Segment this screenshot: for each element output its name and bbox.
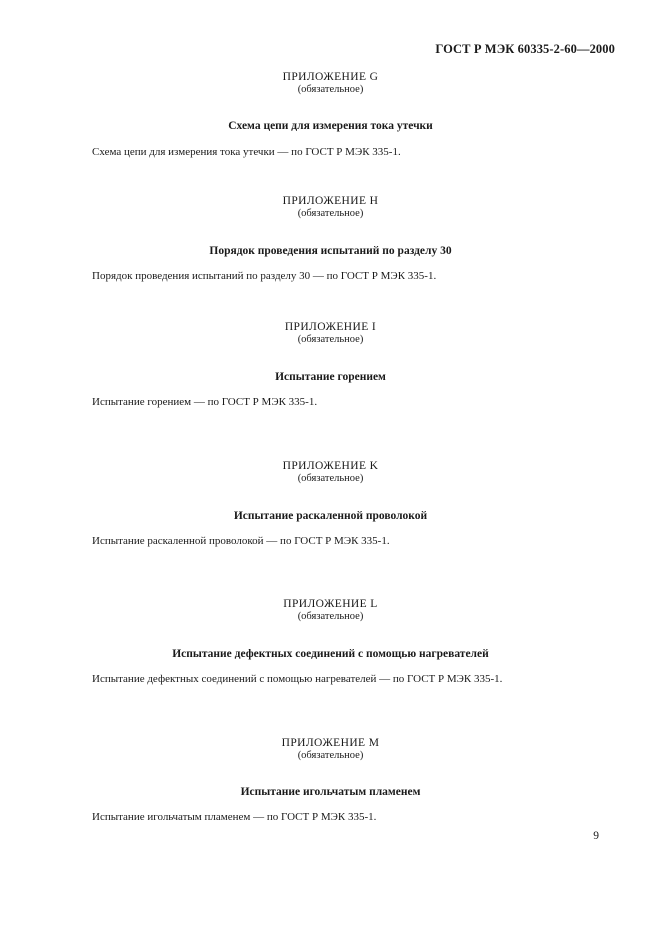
annex-l-heading: Испытание дефектных соединений с помощью нагревателей [172, 648, 489, 660]
standard-code: ГОСТ Р МЭК 60335-2-60—2000 [435, 42, 615, 56]
annex-i-status: (обязательное) [297, 334, 364, 345]
annex-h-heading: Порядок проведения испытаний по разделу 30 [209, 245, 452, 257]
annex-l-title: ПРИЛОЖЕНИЕ L [283, 598, 378, 610]
annex-k-heading: Испытание раскаленной проволокой [233, 510, 428, 522]
annex-h-title: ПРИЛОЖЕНИЕ H [282, 195, 379, 207]
annex-g-text: Схема цепи для измерения тока утечки — по ГОСТ Р МЭК 335-1. [92, 146, 401, 158]
annex-l-text: Испытание дефектных соединений с помощью нагревателей — по ГОСТ Р МЭК 335-1. [92, 673, 503, 685]
annex-h-status: (обязательное) [297, 208, 364, 219]
annex-m-status: (обязательное) [297, 750, 364, 761]
annex-i-title: ПРИЛОЖЕНИЕ I [284, 321, 377, 333]
annex-g-title: ПРИЛОЖЕНИЕ G [282, 71, 379, 83]
page-number: 9 [593, 830, 599, 842]
annex-k-status: (обязательное) [297, 473, 364, 484]
annex-l-status: (обязательное) [297, 611, 364, 622]
annex-k-title: ПРИЛОЖЕНИЕ K [282, 460, 379, 472]
annex-g-status: (обязательное) [297, 84, 364, 95]
annex-h-text: Порядок проведения испытаний по разделу 30 — по ГОСТ Р МЭК 335-1. [92, 270, 437, 282]
annex-i-text: Испытание горением — по ГОСТ Р МЭК 335-1. [92, 396, 318, 408]
annex-g-heading: Схема цепи для измерения тока утечки [228, 120, 433, 132]
annex-m-heading: Испытание игольчатым пламенем [240, 786, 421, 798]
annex-k-text: Испытание раскаленной проволокой — по ГОСТ Р МЭК 335-1. [92, 535, 390, 547]
annex-i-heading: Испытание горением [275, 371, 386, 383]
annex-m-text: Испытание игольчатым пламенем — по ГОСТ Р МЭК 335-1. [92, 811, 377, 823]
annex-m-title: ПРИЛОЖЕНИЕ M [281, 737, 380, 749]
